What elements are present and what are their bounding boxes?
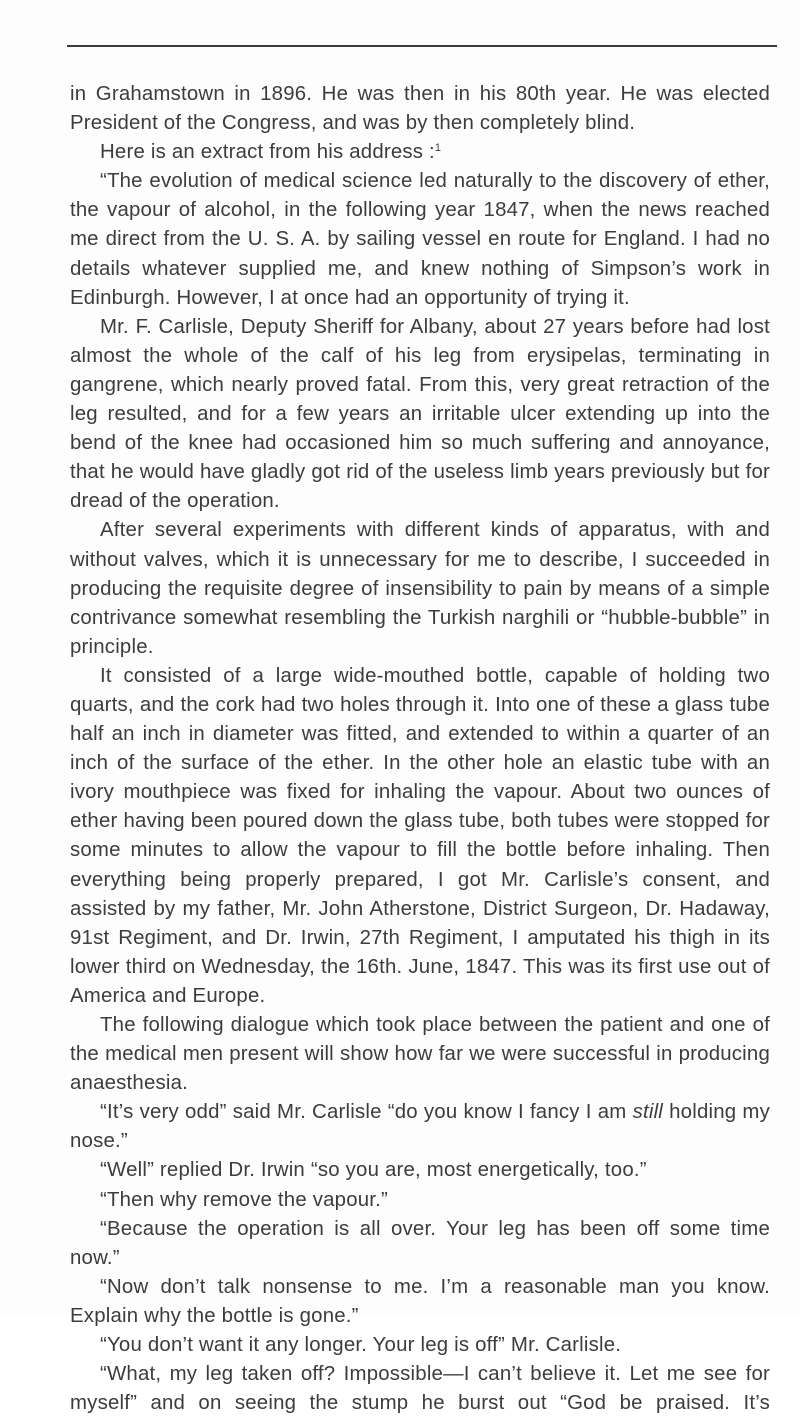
emphasis: still	[632, 1101, 664, 1124]
paragraph-text: Here is an extract from his address :	[100, 141, 435, 164]
paragraph: in Grahamstown in 1896. He was then in his 80th year. He was elected President of the Congress, and was by then completely blind.	[70, 83, 770, 135]
paragraph: “Because the operation is all over. Your leg has been off some time now.”	[70, 1217, 770, 1269]
dialogue-text: “It’s very odd” said Mr. Carlisle “do you know I fancy I am	[100, 1101, 633, 1124]
footnote-marker: 1	[434, 142, 442, 155]
paragraph: “Then why remove the vapour.”	[100, 1188, 389, 1211]
paragraph: “What, my leg taken off? Impossible—I can’t believe it. Let me see for myself” and on seeing the stump he burst out “God be praised. It’s	[70, 1363, 770, 1415]
paragraph: It consisted of a large wide-mouthed bottle, capable of holding two quarts, and the cork had two holes through it. Into one of these a glass tube half an inch in diameter was fitted, and extended to within a quarter of an inch of the surface of the ether. In the other hole an elastic tube with an ivory mouthpiece was fixed for inhaling the vapour. About two ounces of ether having been poured down the glass tube, both tubes were stopped for some minutes to allow the vapour to fill the bottle before inhaling. Then everything being properly prepared, I got Mr. Carlisle’s consent, and assisted by my father, Mr. John Atherstone, District Surgeon, Dr. Hadaway, 91st Regiment, and Dr. Irwin, 27th Regiment, I amputated his thigh in its lower third on Wednesday, the 16th. June, 1847. This was its first use out of America and Europe.	[70, 664, 770, 1007]
paragraph: “Well” replied Dr. Irwin “so you are, most energetically, too.”	[100, 1159, 647, 1182]
body-text	[70, 80, 770, 1418]
paragraph: After several experiments with different kinds of apparatus, with and without valves, which it is unnecessary for me to describe, I succeeded in producing the requisite degree of insensibility to pain by means of a simple contrivance somewhat resembling the Turkish narghili or “hubble-bubble” in principle.	[70, 519, 770, 658]
paragraph: “Now don’t talk nonsense to me. I’m a reasonable man you know. Explain why the bottle is gone.”	[70, 1275, 770, 1327]
paragraph: “You don’t want it any longer. Your leg is off” Mr. Carlisle.	[100, 1334, 622, 1357]
paragraph	[70, 138, 770, 167]
top-rule	[67, 45, 777, 47]
paragraph: The following dialogue which took place between the patient and one of the medical men present will show how far we were successful in producing anaesthesia.	[70, 1014, 770, 1095]
paragraph: “The evolution of medical science led naturally to the discovery of ether, the vapour of alcohol, in the following year 1847, when the news reached me direct from the U. S. A. by sailing vessel en route for England. I had no details whatever supplied me, and knew nothing of Simpson’s work in Edinburgh. However, I at once had an opportunity of trying it.	[70, 170, 770, 309]
dialogue-text: holding my nose.”	[70, 1101, 770, 1153]
paragraph: Mr. F. Carlisle, Deputy Sheriff for Albany, about 27 years before had lost almost the whole of the calf of his leg from erysipelas, terminating in gangrene, which nearly proved fatal. From this, very great retraction of the leg resulted, and for a few years an irritable ulcer extending up into the bend of the knee had occasioned him so much suffering and annoyance, that he would have gladly got rid of the useless limb years previously but for dread of the operation.	[70, 315, 770, 513]
paragraph	[70, 1098, 770, 1156]
